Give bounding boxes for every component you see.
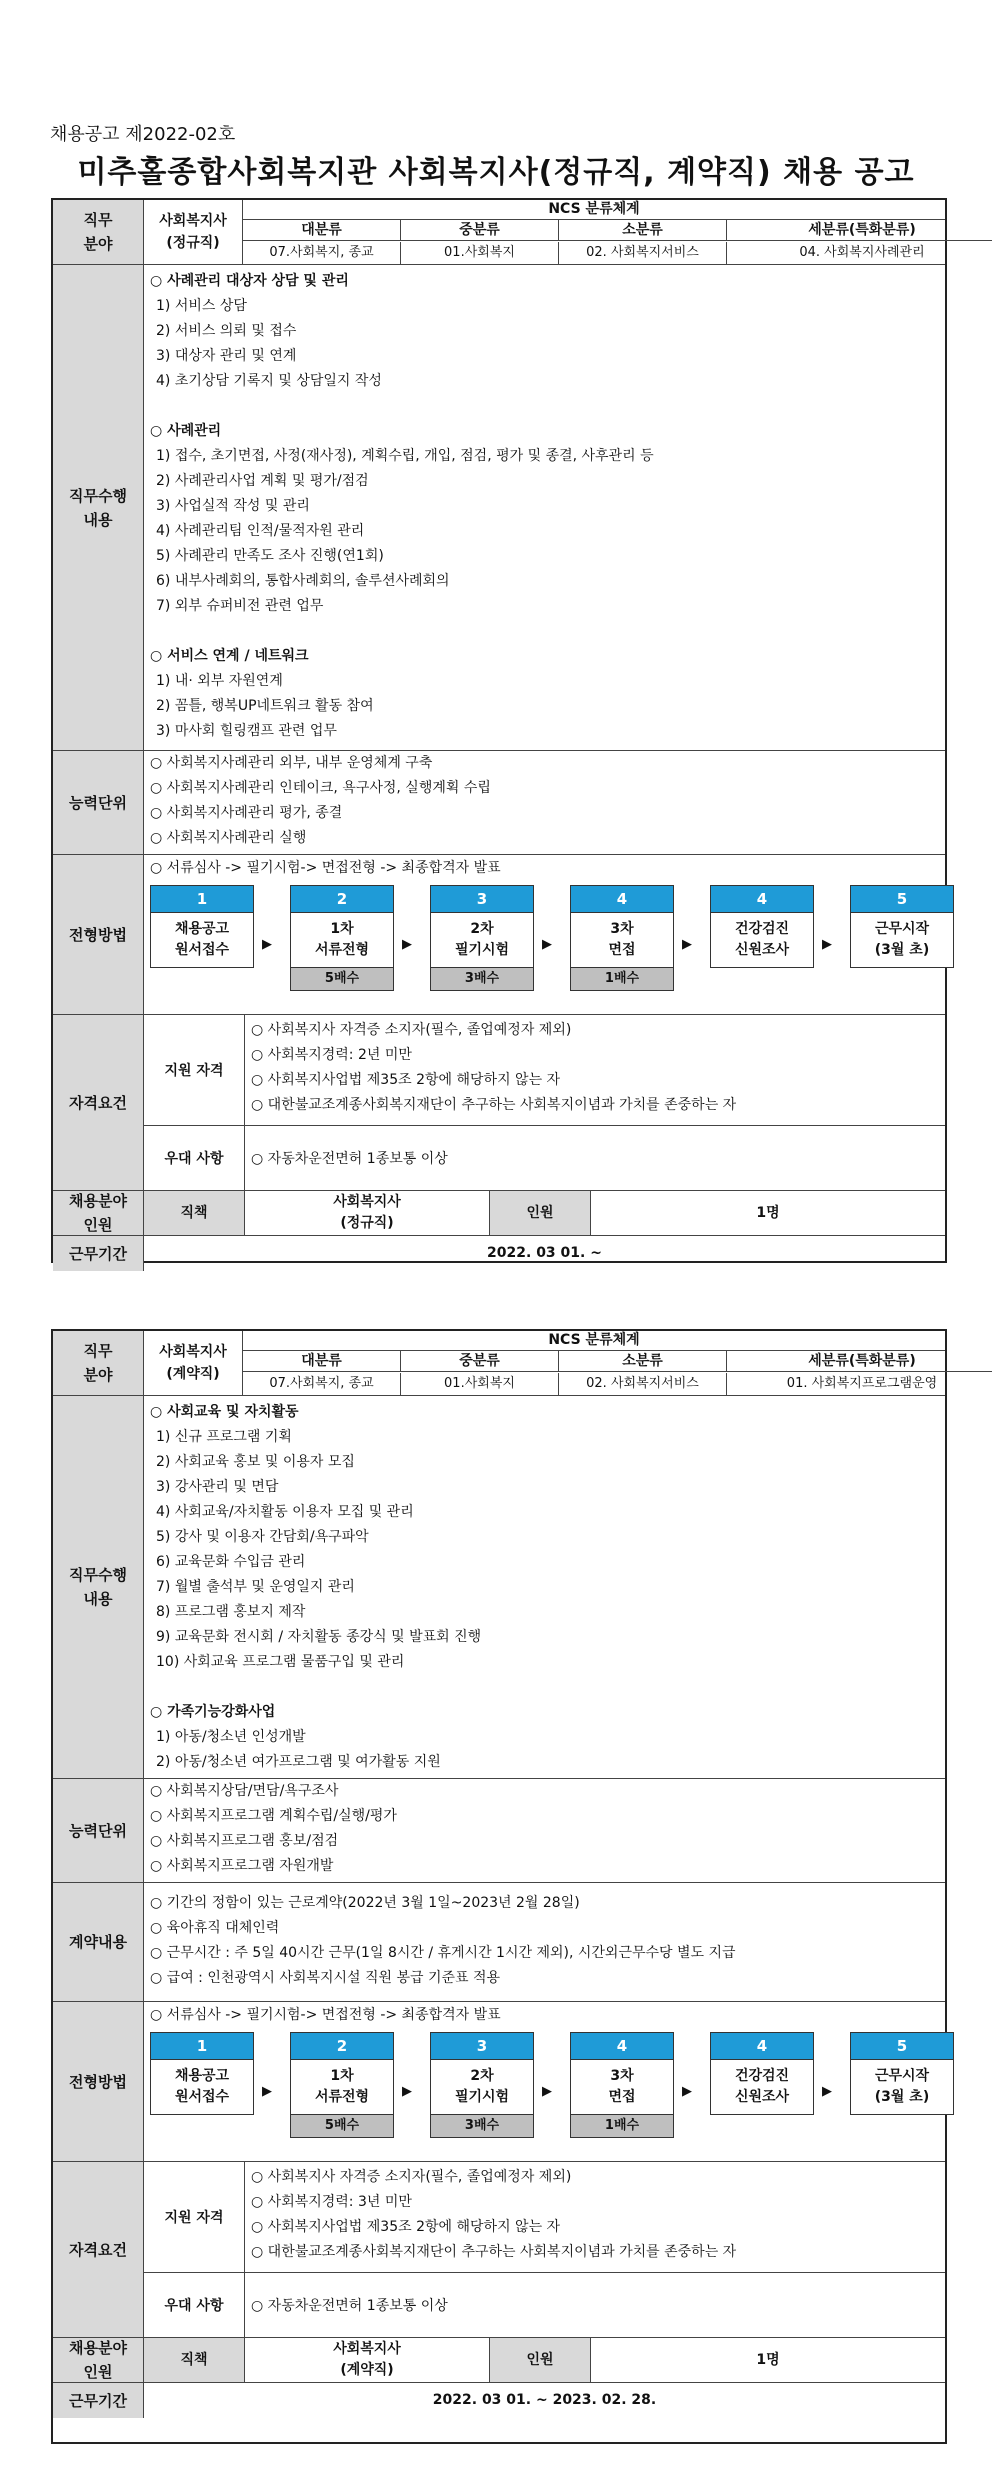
- process-step: [850, 2032, 954, 2115]
- duty-item: 2) 사회교육 홍보 및 이용자 모집: [156, 1454, 355, 1470]
- process-step: [290, 2032, 394, 2138]
- ncs-title: NCS 분류체계: [243, 1331, 945, 1351]
- preference-item: ○ 자동차운전면허 1종보통 이상: [251, 1151, 448, 1167]
- ncs-value: 07.사회복지, 종교: [243, 1373, 401, 1395]
- duty-item: 1) 내· 외부 자원연계: [156, 673, 283, 689]
- process-step: [430, 2032, 534, 2138]
- step-multiple: 5배수: [291, 2114, 393, 2137]
- qualification-label: 자격요건: [53, 2162, 144, 2337]
- process-step: [290, 885, 394, 991]
- competency-item: ○ 사회복지프로그램 자원개발: [150, 1858, 334, 1874]
- step-multiple: 5배수: [291, 967, 393, 990]
- arrow-icon: ▶: [262, 2084, 272, 2099]
- support-item: ○ 대한불교조계종사회복지재단이 추구하는 사회복지이념과 가치를 존중하는 자: [251, 1097, 737, 1113]
- competency-item: ○ 사회복지상담/면담/욕구조사: [150, 1783, 339, 1799]
- duty-heading: ○ 사례관리: [150, 423, 222, 439]
- row-ncs: [53, 200, 945, 264]
- duty-item: 4) 초기상담 기록지 및 상담일지 작성: [156, 373, 382, 389]
- competency-item: ○ 사회복지사례관리 외부, 내부 운영체계 구축: [150, 755, 433, 771]
- preference-label: 우대 사항: [144, 2273, 245, 2337]
- duties-content: [144, 1396, 945, 1778]
- duty-item: 1) 아동/청소년 인성개발: [156, 1729, 306, 1745]
- section-contract: [51, 1329, 947, 2444]
- ncs-value: 01.사회복지: [401, 1373, 559, 1395]
- page-title: 미추홀종합사회복지관 사회복지사(정규직, 계약직) 채용 공고: [77, 155, 915, 190]
- ncs-header: 소분류: [559, 220, 727, 241]
- arrow-icon: ▶: [262, 937, 272, 952]
- step-name: 1차 서류전형: [314, 921, 370, 958]
- preference-content: [245, 1126, 945, 1190]
- count-col-label: 인원: [490, 2338, 590, 2382]
- duty-item: 9) 교육문화 전시회 / 자치활동 종강식 및 발표회 진행: [156, 1629, 482, 1645]
- contract-label: 계약내용: [53, 1883, 144, 2001]
- row-hires: [53, 1190, 945, 1235]
- duties-label: 직무수행 내용: [53, 1396, 144, 1778]
- support-label: 지원 자격: [144, 1015, 245, 1125]
- duty-item: 3) 사업실적 작성 및 관리: [156, 498, 310, 514]
- competency-label: 능력단위: [53, 1779, 144, 1882]
- support-item: ○ 사회복지사 자격증 소지자(필수, 졸업예정자 제외): [251, 1022, 572, 1038]
- ncs-value: 04. 사회복지사례관리: [799, 245, 925, 260]
- step-name: 2차 필기시험: [454, 921, 510, 958]
- duties-list: [150, 1400, 481, 1775]
- duty-item: 6) 내부사례회의, 통합사례회의, 솔루션사례회의: [156, 573, 450, 589]
- step-number: 4: [711, 2033, 813, 2060]
- row-qual: [53, 1014, 945, 1190]
- ncs-header: 세분류(특화분류): [727, 220, 992, 241]
- row-proc: [53, 854, 945, 1014]
- competency-item: ○ 사회복지프로그램 계획수립/실행/평가: [150, 1808, 397, 1824]
- ncs-value: 02. 사회복지서비스: [559, 1373, 727, 1395]
- duty-heading: ○ 사회교육 및 자치활동: [150, 1404, 299, 1420]
- position-col-label: 직책: [144, 1191, 244, 1235]
- step-name: 근무시작 (3월 초): [874, 2068, 930, 2105]
- competency-content: [144, 751, 945, 854]
- duties-content: [144, 265, 945, 750]
- row-duties: [53, 264, 945, 750]
- duty-item: 4) 사례관리팀 인적/물적자원 관리: [156, 523, 365, 539]
- duty-item: 3) 강사관리 및 면담: [156, 1479, 279, 1495]
- preference-content: [245, 2273, 945, 2337]
- duty-item: [150, 394, 654, 419]
- duty-heading: ○ 서비스 연계 / 네트워크: [150, 648, 309, 664]
- process-step: [710, 885, 814, 968]
- support-item: ○ 사회복지사업법 제35조 2항에 해당하지 않는 자: [251, 1072, 561, 1088]
- step-name: 근무시작 (3월 초): [874, 921, 930, 958]
- preference-label: 우대 사항: [144, 1126, 245, 1190]
- duty-item: 3) 대상자 관리 및 연계: [156, 348, 297, 364]
- ncs-title: NCS 분류체계: [243, 200, 945, 220]
- process-step: [430, 885, 534, 991]
- duty-item: 2) 서비스 의뢰 및 접수: [156, 323, 297, 339]
- step-name: 건강검진 신원조사: [734, 921, 790, 958]
- step-name: 3차 면접: [608, 921, 636, 958]
- period-value: 2022. 03 01. ~: [487, 1245, 602, 1261]
- duty-item: 2) 아동/청소년 여가프로그램 및 여가활동 지원: [156, 1754, 441, 1770]
- ncs-header: 세분류(특화분류): [727, 1351, 992, 1372]
- step-multiple: 1배수: [571, 2114, 673, 2137]
- row-ncs: [53, 1331, 945, 1395]
- competency-list: [150, 1779, 397, 1879]
- process-content: [144, 855, 945, 1014]
- duty-item: 3) 마사회 힐링캠프 관련 업무: [156, 723, 337, 739]
- step-name: 채용공고 원서접수: [174, 921, 230, 958]
- step-number: 3: [431, 2033, 533, 2060]
- hires-label: 채용분야 인원: [53, 1191, 144, 1235]
- hires-label: 채용분야 인원: [53, 2338, 144, 2382]
- contract-list: [150, 1891, 736, 1991]
- step-number: 4: [571, 886, 673, 913]
- row-contract: [53, 1882, 945, 2001]
- selection-label: 전형방법: [53, 2002, 144, 2161]
- arrow-icon: ▶: [402, 2084, 412, 2099]
- ncs-table: [243, 1331, 945, 1395]
- duty-heading: ○ 가족기능강화사업: [150, 1704, 276, 1720]
- duty-item: 7) 외부 슈퍼비전 관련 업무: [156, 598, 324, 614]
- process-content: [144, 2002, 945, 2161]
- period-label: 근무기간: [53, 1236, 144, 1271]
- support-item: ○ 사회복지사 자격증 소지자(필수, 졸업예정자 제외): [251, 2169, 572, 2185]
- step-number: 3: [431, 886, 533, 913]
- row-comp: [53, 750, 945, 854]
- step-number: 1: [151, 886, 253, 913]
- step-number: 5: [851, 2033, 953, 2060]
- step-number: 5: [851, 886, 953, 913]
- step-name: 건강검진 신원조사: [734, 2068, 790, 2105]
- step-number: 2: [291, 2033, 393, 2060]
- support-label: 지원 자격: [144, 2162, 245, 2272]
- process-flow: ○ 서류심사 -> 필기시험-> 면접전형 -> 최종합격자 발표: [150, 2007, 501, 2023]
- count-value: 1명: [756, 2351, 780, 2368]
- duty-item: 6) 교육문화 수입금 관리: [156, 1554, 306, 1570]
- qualification-label: 자격요건: [53, 1015, 144, 1190]
- process-step: [570, 885, 674, 991]
- duty-item: 8) 프로그램 홍보지 제작: [156, 1604, 306, 1620]
- contract-item: ○ 기간의 정함이 있는 근로계약(2022년 3월 1일~2023년 2월 28일): [150, 1895, 580, 1911]
- job-field-label: 직무 분야: [53, 200, 144, 264]
- support-item: ○ 대한불교조계종사회복지재단이 추구하는 사회복지이념과 가치를 존중하는 자: [251, 2244, 737, 2260]
- selection-label: 전형방법: [53, 855, 144, 1014]
- row-duties: [53, 1395, 945, 1778]
- row-comp: [53, 1778, 945, 1882]
- duty-item: [150, 1675, 481, 1700]
- process-step: [570, 2032, 674, 2138]
- arrow-icon: ▶: [542, 937, 552, 952]
- competency-item: ○ 사회복지프로그램 홍보/점검: [150, 1833, 339, 1849]
- duty-item: 1) 접수, 초기면접, 사정(재사정), 계획수립, 개입, 점검, 평가 및 종결, 사후관리 등: [156, 448, 654, 464]
- arrow-icon: ▶: [682, 2084, 692, 2099]
- duty-item: 5) 사례관리 만족도 조사 진행(연1회): [156, 548, 384, 564]
- position-value: 사회복지사 (정규직): [333, 1194, 401, 1231]
- process-step: [150, 885, 254, 968]
- duties-list: [150, 269, 654, 744]
- competency-item: ○ 사회복지사례관리 실행: [150, 830, 307, 846]
- duty-item: 4) 사회교육/자치활동 이용자 모집 및 관리: [156, 1504, 414, 1520]
- duty-item: 1) 서비스 상담: [156, 298, 247, 314]
- duty-item: 2) 꼼틀, 행복UP네트워크 활동 참여: [156, 698, 374, 714]
- job-type-label: 사회복지사 (정규직): [144, 200, 243, 264]
- step-multiple: 3배수: [431, 2114, 533, 2137]
- count-col-label: 인원: [490, 1191, 590, 1235]
- process-step: [710, 2032, 814, 2115]
- duty-item: [150, 619, 654, 644]
- support-item: ○ 사회복지경력: 2년 미만: [251, 1047, 412, 1063]
- ncs-header: 소분류: [559, 1351, 727, 1372]
- count-value: 1명: [756, 1204, 780, 1221]
- arrow-icon: ▶: [822, 937, 832, 952]
- process-step: [850, 885, 954, 968]
- duty-item: 1) 신규 프로그램 기획: [156, 1429, 292, 1445]
- preference-item: ○ 자동차운전면허 1종보통 이상: [251, 2298, 448, 2314]
- ncs-value: 07.사회복지, 종교: [243, 242, 401, 264]
- step-name: 채용공고 원서접수: [174, 2068, 230, 2105]
- process-step: [150, 2032, 254, 2115]
- competency-item: ○ 사회복지사례관리 평가, 종결: [150, 805, 343, 821]
- support-item: ○ 사회복지경력: 3년 미만: [251, 2194, 412, 2210]
- process-flow: ○ 서류심사 -> 필기시험-> 면접전형 -> 최종합격자 발표: [150, 860, 501, 876]
- section-regular: [51, 198, 947, 1263]
- step-name: 1차 서류전형: [314, 2068, 370, 2105]
- row-period: [53, 1235, 945, 1271]
- position-col-label: 직책: [144, 2338, 244, 2382]
- row-period: [53, 2382, 945, 2418]
- support-item: ○ 사회복지사업법 제35조 2항에 해당하지 않는 자: [251, 2219, 561, 2235]
- contract-content: [144, 1883, 945, 2001]
- support-list: [251, 2165, 736, 2265]
- duty-item: 7) 월별 출석부 및 운영일지 관리: [156, 1579, 355, 1595]
- ncs-table: [243, 200, 945, 264]
- job-type-label: 사회복지사 (계약직): [144, 1331, 243, 1395]
- row-proc: [53, 2001, 945, 2161]
- ncs-header: 대분류: [243, 1351, 401, 1372]
- support-content: [245, 2162, 945, 2272]
- competency-label: 능력단위: [53, 751, 144, 854]
- duty-item: 5) 강사 및 이용자 간담회/욕구파악: [156, 1529, 369, 1545]
- duty-heading: ○ 사례관리 대상자 상담 및 관리: [150, 273, 349, 289]
- duty-item: 2) 사례관리사업 계획 및 평가/점검: [156, 473, 369, 489]
- duty-item: 10) 사회교육 프로그램 물품구입 및 관리: [156, 1654, 405, 1670]
- ncs-value: 02. 사회복지서비스: [559, 242, 727, 264]
- contract-item: ○ 육아휴직 대체인력: [150, 1920, 280, 1936]
- competency-content: [144, 1779, 945, 1882]
- notice-number: 채용공고 제2022-02호: [50, 124, 236, 145]
- step-name: 2차 필기시험: [454, 2068, 510, 2105]
- competency-item: ○ 사회복지사례관리 인테이크, 욕구사정, 실행계획 수립: [150, 780, 491, 796]
- period-label: 근무기간: [53, 2383, 144, 2418]
- arrow-icon: ▶: [822, 2084, 832, 2099]
- job-field-label: 직무 분야: [53, 1331, 144, 1395]
- row-qual: [53, 2161, 945, 2337]
- competency-list: [150, 751, 491, 851]
- position-value: 사회복지사 (계약직): [333, 2341, 401, 2378]
- step-name: 3차 면접: [608, 2068, 636, 2105]
- ncs-header: 중분류: [401, 1351, 559, 1372]
- step-number: 4: [571, 2033, 673, 2060]
- support-content: [245, 1015, 945, 1125]
- step-number: 2: [291, 886, 393, 913]
- contract-item: ○ 급여 : 인천광역시 사회복지시설 직원 봉급 기준표 적용: [150, 1970, 501, 1986]
- step-multiple: 3배수: [431, 967, 533, 990]
- ncs-value: 01.사회복지: [401, 242, 559, 264]
- step-number: 1: [151, 2033, 253, 2060]
- arrow-icon: ▶: [682, 937, 692, 952]
- ncs-value: 01. 사회복지프로그램운영: [786, 1376, 938, 1391]
- period-value: 2022. 03 01. ~ 2023. 02. 28.: [432, 2392, 657, 2408]
- step-multiple: 1배수: [571, 967, 673, 990]
- arrow-icon: ▶: [402, 937, 412, 952]
- ncs-header: 대분류: [243, 220, 401, 241]
- support-list: [251, 1018, 736, 1118]
- contract-item: ○ 근무시간 : 주 5일 40시간 근무(1일 8시간 / 휴게시간 1시간 제외), 시간외근무수당 별도 지급: [150, 1945, 736, 1961]
- duties-label: 직무수행 내용: [53, 265, 144, 750]
- step-number: 4: [711, 886, 813, 913]
- arrow-icon: ▶: [542, 2084, 552, 2099]
- row-hires: [53, 2337, 945, 2382]
- ncs-header: 중분류: [401, 220, 559, 241]
